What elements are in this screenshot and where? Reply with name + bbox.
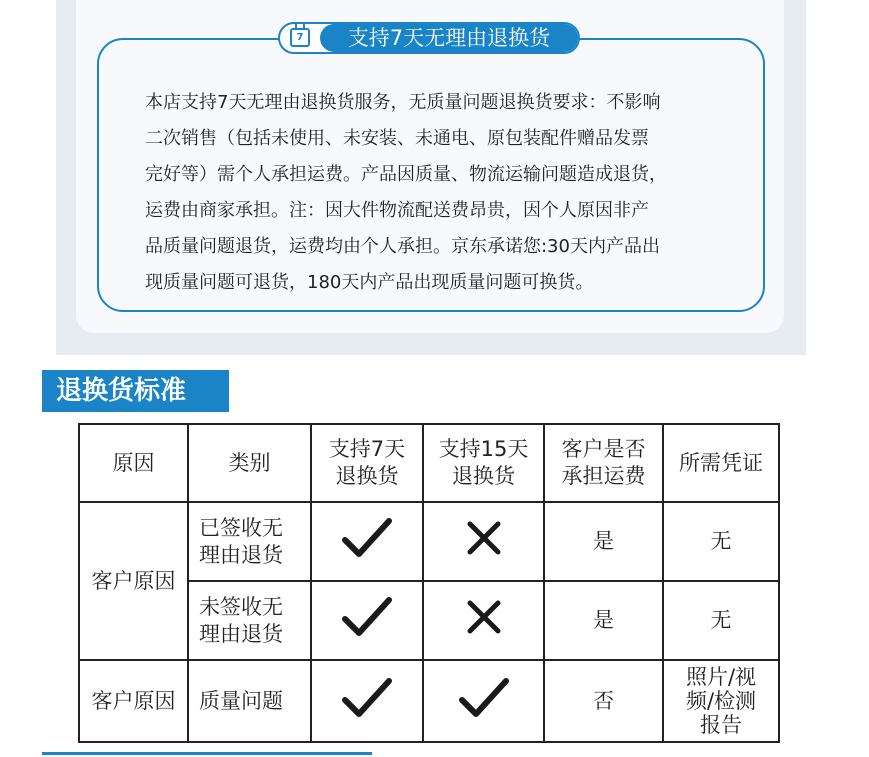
row-reason: 客户原因	[79, 502, 188, 660]
checkmark-icon	[341, 516, 393, 560]
checkmark-icon	[341, 595, 393, 639]
header-fifteen-day: 支持15天 退换货	[423, 424, 544, 502]
fifteen-day-cell	[423, 502, 544, 581]
proof-cell: 无	[663, 502, 779, 581]
row-category: 已签收无 理由退货	[188, 502, 311, 581]
header-seven-day: 支持7天 退换货	[311, 424, 423, 502]
seven-day-cell	[311, 581, 423, 660]
header-category: 类别	[188, 424, 311, 502]
row-category: 未签收无 理由退货	[188, 581, 311, 660]
fifteen-day-cell	[423, 581, 544, 660]
cross-icon	[464, 518, 504, 558]
header-proof: 所需凭证	[663, 424, 779, 502]
shipping-cell: 否	[544, 660, 663, 742]
row-category: 质量问题	[188, 660, 311, 742]
policy-description: 本店支持7天无理由退换货服务，无质量问题退换货要求：不影响 二次销售（包括未使用、未安装、未通电、原包装配件赠品发票 完好等）需个人承担运费。产品因质量、物流运输问题造成退货， 运费由商家承担。注：因大件物流配送费昂贵，因个人原因非产 品质量问题退货，运费均由个人承担。京东承诺您:30天内产品出 现质量问题可退货，180天内产品出现质量问题可换货。	[145, 92, 667, 293]
bottom-accent-line	[42, 752, 372, 755]
policy-badge-title: 支持7天无理由退换货	[320, 24, 578, 52]
checkmark-icon	[458, 676, 510, 720]
table-header-row	[79, 424, 779, 502]
header-shipping: 客户是否 承担运费	[544, 424, 663, 502]
table-row	[79, 660, 779, 742]
return-standards-table	[78, 423, 780, 743]
shipping-cell: 是	[544, 581, 663, 660]
cross-icon	[464, 597, 504, 637]
fifteen-day-cell	[423, 660, 544, 742]
seven-day-cell	[311, 660, 423, 742]
row-reason: 客户原因	[79, 660, 188, 742]
section-title: 退换货标准	[42, 370, 229, 412]
checkmark-icon	[341, 676, 393, 720]
calendar-icon-digit: 7	[296, 32, 304, 43]
calendar-icon	[290, 28, 310, 47]
proof-cell: 无	[663, 581, 779, 660]
policy-badge	[278, 22, 580, 54]
proof-cell: 照片/视 频/检测 报告	[663, 660, 779, 742]
table-row	[79, 502, 779, 581]
shipping-cell: 是	[544, 502, 663, 581]
seven-day-cell	[311, 502, 423, 581]
header-reason: 原因	[79, 424, 188, 502]
